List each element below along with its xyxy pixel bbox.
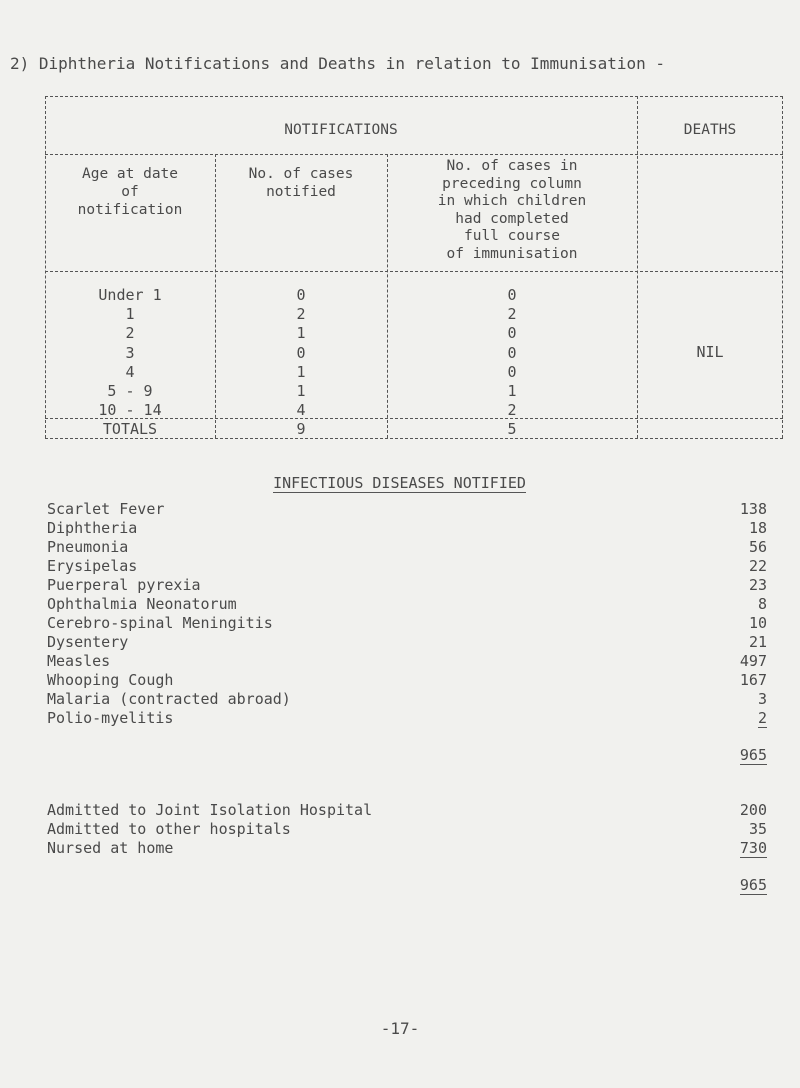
table-cell-cases: 2 [296,305,306,324]
infectious-diseases-title: INFECTIOUS DISEASES NOTIFIED [273,474,526,492]
table-cell-cases: 1 [296,381,306,400]
list-item [47,839,767,858]
deaths-value: NIL [696,343,724,361]
disease-count: 3 [757,690,767,708]
cases-column-header: No. of cases notified [248,166,354,200]
disease-count: 8 [757,595,767,613]
age-column-header: Age at date of notification [77,166,183,218]
table-cell-immunised: 0 [507,286,517,304]
table-cell-cases: 0 [296,343,306,362]
list-item [47,538,767,557]
disease-count: 22 [748,557,767,575]
table-cell-age: 3 [125,343,135,362]
disease-label: Puerperal pyrexia [47,576,201,594]
disease-label: Malaria (contracted abroad) [47,690,291,708]
page-heading: 2) Diphtheria Notifications and Deaths in relation to Immunisation - [10,54,666,73]
table-cell-age: 5 - 9 [107,381,153,400]
disease-count: 56 [748,538,767,556]
disposal-label: Admitted to Joint Isolation Hospital [47,801,373,819]
disease-label: Pneumonia [47,538,129,556]
table-cell-immunised: 0 [507,324,517,343]
table-cell-cases: 1 [296,324,306,343]
table-cell-immunised: 1 [507,381,517,400]
disposal-total: 965 [739,876,767,894]
disease-label: Ophthalmia Neonatorum [47,595,237,613]
disposal-total-row [47,876,767,895]
page-number: -17- [380,1019,420,1038]
list-item [47,801,767,820]
immunised-values [387,286,637,420]
totals-label: TOTALS [102,420,158,438]
table-cell-cases: 0 [296,286,306,304]
list-item [47,690,767,709]
table-cell-age: 4 [125,362,135,381]
table-cell-age: 10 - 14 [98,401,162,420]
table-cell-age: 2 [125,324,135,343]
disease-count: 2 [757,709,767,727]
disposal-count: 730 [739,839,767,857]
disease-label: Whooping Cough [47,671,174,689]
disposal-count: 200 [739,801,767,819]
table-cell-immunised: 0 [507,343,517,362]
immunised-column-header: No. of cases in preceding column in which children had completed full course of immunisation [437,158,587,262]
list-item [47,671,767,690]
list-item [47,820,767,839]
list-item [47,614,767,633]
disease-label: Scarlet Fever [47,500,165,518]
notifications-group-header: NOTIFICATIONS [284,122,398,138]
infectious-total: 965 [739,746,767,764]
disease-label: Dysentery [47,633,129,651]
disease-count: 21 [748,633,767,651]
list-item [47,709,767,728]
disposal-count: 35 [748,820,767,838]
infectious-total-row [47,746,767,765]
list-item [47,595,767,614]
table-cell-age: 1 [125,305,135,324]
deaths-group-header: DEATHS [683,122,737,138]
disease-label: Measles [47,652,111,670]
table-cell-immunised: 0 [507,362,517,381]
totals-immunised: 5 [507,420,517,438]
table-cell-cases: 4 [296,401,306,420]
disease-label: Erysipelas [47,557,138,575]
disposal-label: Nursed at home [47,839,174,857]
disease-count: 497 [739,652,767,670]
disease-count: 138 [739,500,767,518]
disease-count: 18 [748,519,767,537]
disease-label: Cerebro-spinal Meningitis [47,614,273,632]
totals-cases: 9 [296,420,306,438]
list-item [47,500,767,519]
list-item [47,576,767,595]
table-cell-cases: 1 [296,362,306,381]
table-cell-age: Under 1 [98,286,162,304]
list-item [47,652,767,671]
disease-count: 10 [748,614,767,632]
disease-label: Diphtheria [47,519,138,537]
list-item [47,633,767,652]
disease-label: Polio-myelitis [47,709,174,727]
table-cell-immunised: 2 [507,401,517,420]
age-values [45,286,215,420]
table-cell-immunised: 2 [507,305,517,324]
list-item [47,519,767,538]
notifications-table [45,96,783,438]
cases-values [215,286,387,420]
disposal-label: Admitted to other hospitals [47,820,291,838]
disease-count: 23 [748,576,767,594]
disease-count: 167 [739,671,767,689]
list-item [47,557,767,576]
